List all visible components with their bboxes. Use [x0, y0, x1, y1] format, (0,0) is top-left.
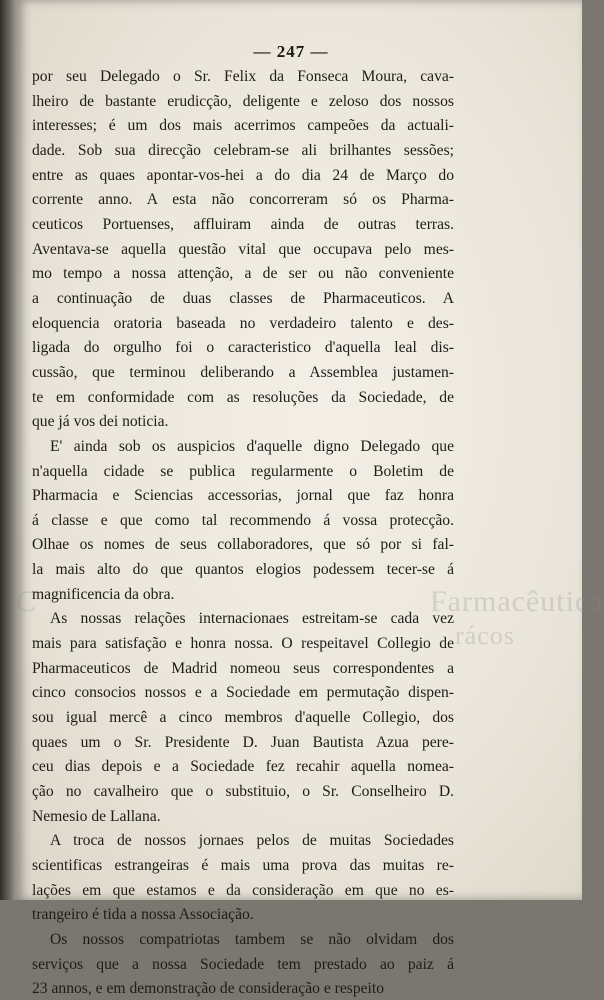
text-line: serviços que a nossa Sociedade tem prestado ao paiz á [32, 955, 454, 973]
text-line: la mais alto do que quantos elogios podessem tecer-se á [32, 561, 454, 579]
text-line: Pharmacia e Sciencias accessorias, jornal que faz honra [32, 487, 454, 505]
text-line: Nemesio de Lallana. [32, 807, 161, 825]
text-line: lheiro de bastante erudicção, deligente e zeloso dos nossos [32, 92, 454, 110]
text-line: n'aquella cidade se publica regularmente o Boletim de [32, 462, 454, 480]
text-line: lações em que estamos e da consideração em que no es- [32, 881, 454, 899]
text-line: cussão, que terminou deliberando a Assemblea justamen- [32, 363, 454, 381]
text-line: entre as quaes apontar-vos-hei a do dia 24 de Março do [32, 166, 454, 184]
text-line: Olhae os nomes de seus collaboradores, que só por si fal- [32, 536, 454, 554]
text-line: ligada do orgulho foi o caracteristico d'aquella leal dis- [32, 339, 454, 357]
book-spine-shadow [0, 0, 16, 900]
text-line: scientificas estrangeiras é mais uma prova das muitas re- [32, 857, 454, 874]
text-line: por seu Delegado o Sr. Felix da Fonseca Moura, cava- [32, 68, 454, 85]
text-line: ceu dias depois e a Sociedade fez recahir aquella nomea- [32, 758, 454, 776]
text-line: As nossas relações internacionaes estreitam-se cada vez [50, 610, 454, 628]
text-line: ção no cavalheiro que o substituio, o Sr. Conselheiro D. [32, 783, 454, 801]
text-line: cinco consocios nossos e a Sociedade em permutação dispen- [32, 684, 454, 702]
text-line: que já vos dei noticia. [32, 413, 169, 431]
text-line: a continuação de duas classes de Pharmaceuticos. A [32, 289, 454, 307]
text-line: Pharmaceuticos de Madrid nomeou seus correspondentes a [32, 659, 454, 677]
text-line: ceuticos Portuenses, affluiram ainda de outras terras. [32, 215, 454, 233]
text-line: mais para satisfação e honra nossa. O respeitavel Collegio de [32, 635, 454, 653]
text-line: Os nossos compatriotas tambem se não olvidam dos [50, 930, 454, 948]
page-number-header: — 247 — [253, 42, 329, 61]
text-line: mo tempo a nossa attenção, a de ser ou não conveniente [32, 265, 454, 283]
body-text [32, 66, 454, 1000]
text-line: trangeiro é tida a nossa Associação. [32, 906, 254, 924]
text-line: quaes um o Sr. Presidente D. Juan Bautista Azua pere- [32, 733, 454, 751]
text-line: 23 annos, e em demonstração de consideração e respeito [32, 980, 385, 998]
text-line: Aventava-se aquella questão vital que occupava pelo mes- [32, 240, 454, 258]
text-line: dade. Sob sua direcção celebram-se ali brilhantes sessões; [32, 141, 454, 159]
watermark-left-text: C [16, 585, 38, 618]
watermark-right-text-2: rácos [455, 621, 515, 650]
text-line: magnificencia da obra. [32, 585, 175, 603]
text-line: te em conformidade com as resoluções da Sociedade, de [32, 388, 454, 406]
text-line: corrente anno. A esta não concorreram só os Pharma- [32, 191, 454, 209]
watermark-right-text: Farmacêutica [430, 585, 604, 618]
text-line: á classe e que como tal recommendo á vossa protecção. [32, 511, 454, 529]
text-line: A troca de nossos jornaes pelos de muitas Sociedades [50, 832, 454, 850]
text-line: eloquencia oratoria baseada no verdadeiro talento e des- [32, 314, 454, 332]
text-line: interesses; é um dos mais acerrimos campeões da actuali- [32, 117, 454, 135]
text-line: sou igual mercê a cinco membros d'aquelle Collegio, dos [32, 709, 454, 727]
text-line: E' ainda sob os auspicios d'aquelle digno Delegado que [50, 437, 454, 455]
